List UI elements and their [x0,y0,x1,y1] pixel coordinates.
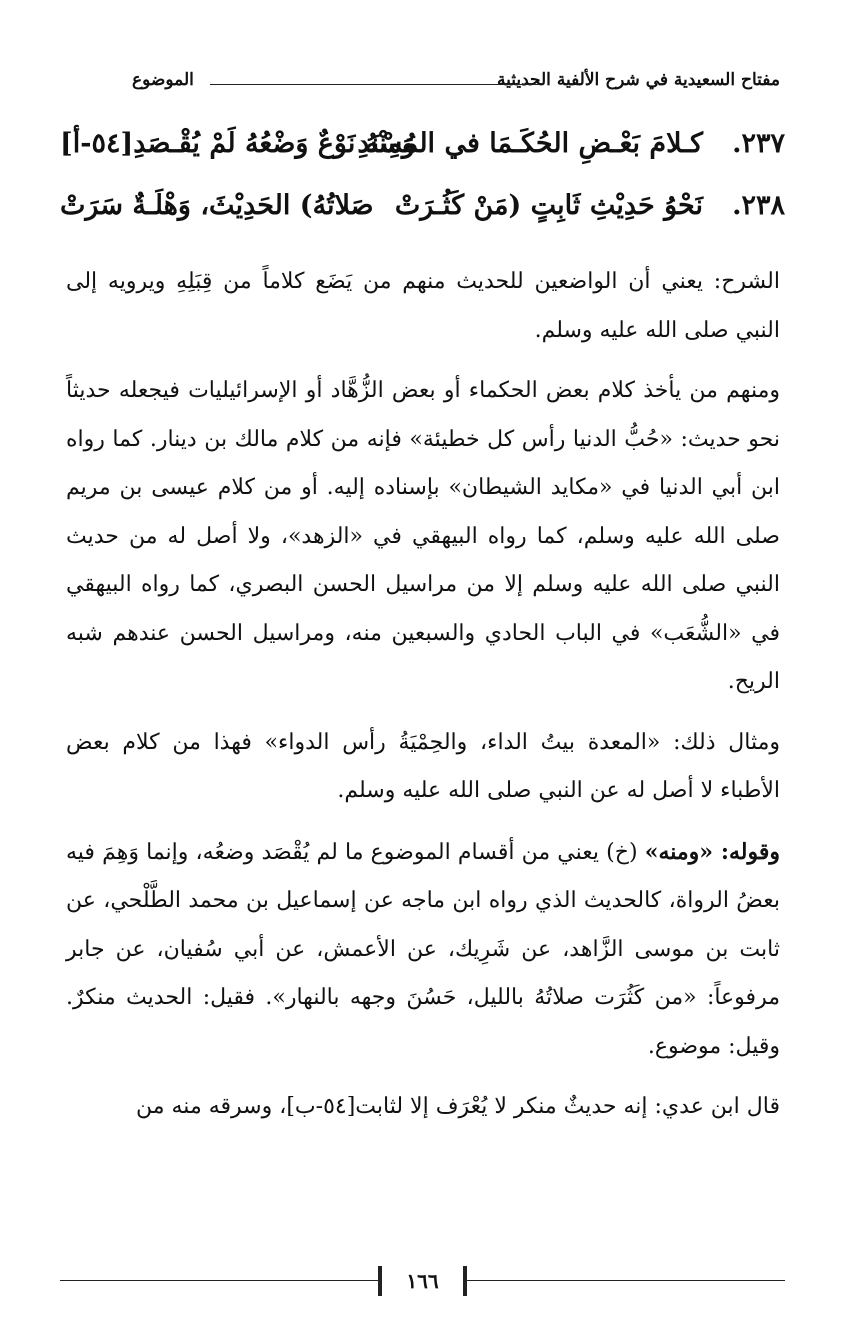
paragraph-text: ومثال ذلك: «المعدة بيتُ الداء، والحِمْيَةُ رأس الدواء» فهذا من كلام بعض الأطباء لا أصل له عن النبي صلى الله عليه وسلم. [66,729,780,803]
footer-rule [467,1280,785,1281]
paragraph-text: قال ابن عدي: إنه حديثٌ منكر لا يُعْرَف إلا لثابت[٥٤-ب]، وسرقه منه من [135,1094,780,1119]
verse-number: ٢٣٨. [732,190,785,221]
paragraph-lead: وقوله: «ومنه» [644,838,780,865]
verse-second-hemistich: صَلاتُهُ) الحَدِيْثَ، وَهْلَـةٌ سَرَتْ [60,190,374,221]
verse-number: ٢٣٧. [732,128,785,159]
section-title: الموضوع [132,70,194,90]
paragraph-text: ومنهم من يأخذ كلام بعض الحكماء أو بعض الزُّهَّاد أو الإسرائيليات فيجعله حديثاً نحو حديث: «حُبُّ الدنيا رأس كل خطيئة» فإنه من كلام مالك بن دينار. كما رواه ابن أبي الدنيا في «مكايد الشيطان» بإسناده إليه. أو من كلام عيسى بن مريم صلى الله عليه وسلم، كما رواه البيهقي في «الزهد»، ولا أصل له من حديث النبي صلى الله عليه وسلم إلا من مراسيل الحسن البصري، كما رواه البيهقي في «الشُّعَب» في الباب الحادي والسبعين منه، ومراسيل الحسن عندهم شبه الريح. [66,378,780,694]
paragraph [66,719,780,816]
header-rule [210,84,540,85]
running-header [60,70,780,96]
footer-rule [60,1280,378,1281]
paragraph-text: (خ) يعني من أقسام الموضوع ما لم يُقْصَد وضعُه، وإنما وَهِمَ فيه بعضُ الرواة، كالحديث الذي رواه ابن ماجه عن إسماعيل بن محمد الطَّلْحي، عن ثابت بن موسى الزَّاهد، عن شَرِيك، عن الأعمش، عن أبي سُفيان، عن جابر مرفوعاً: «من كَثُرَت صلاتُهُ بالليل، حَسُنَ وجهه بالنهار». فقيل: الحديث منكرٌ. وقيل: موضوع. [66,839,780,1059]
paragraph [66,258,780,355]
paragraph [66,1083,780,1132]
verse-first-hemistich: كـلامَ بَعْـضِ الحُكَـمَا في المُسْنَدِ [357,128,703,159]
commentary-body [66,258,780,1144]
verse-237 [60,128,785,174]
book-title: مفتاح السعيدية في شرح الألفية الحديثية [497,70,780,90]
paragraph [66,828,780,1072]
paragraph [66,367,780,707]
verse-238 [60,190,785,236]
page-footer [60,1266,785,1300]
page-number: ١٦٦ [378,1266,467,1296]
verse-second-hemistich: وَمِنْهُ نَوْعٌ وَضْعُهُ لَمْ يُقْـصَدِ[٥٤-أ] [60,128,415,159]
paragraph-text: الشرح: يعني أن الواضعين للحديث منهم من يَضَع كلاماً من قِبَلِهِ ويرويه إلى النبي صلى الله عليه وسلم. [66,269,780,343]
verse-first-hemistich: نَحْوُ حَدِيْثِ ثَابِتٍ (مَنْ كَثُـرَتْ [394,190,703,221]
